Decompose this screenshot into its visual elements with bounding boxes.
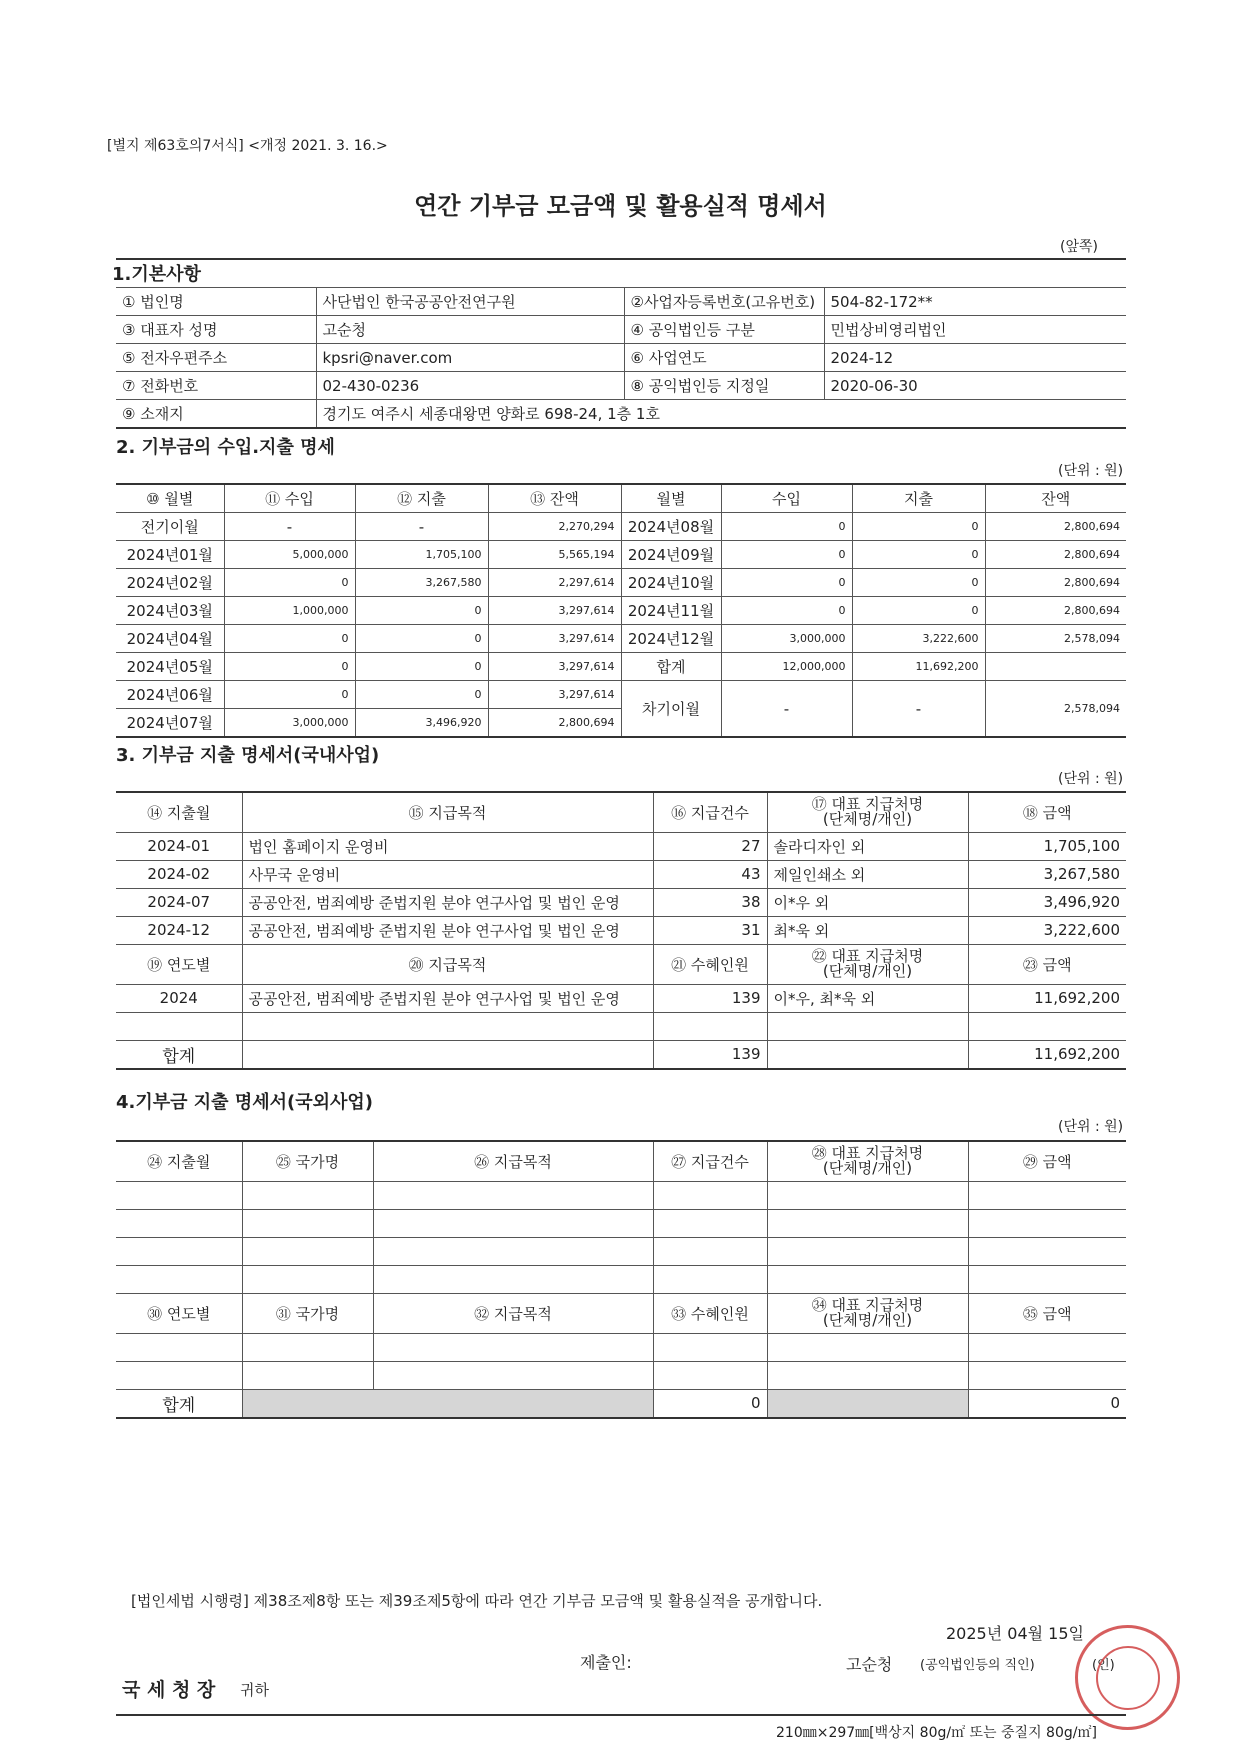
info-value: kpsri@naver.com (316, 344, 624, 372)
empty-cell (242, 1333, 373, 1361)
address-label: ⑨ 소재지 (116, 400, 316, 429)
info-value: 02-430-0236 (316, 372, 624, 400)
domestic-row (116, 888, 1126, 916)
column-header (767, 1141, 968, 1181)
paper-spec: 210㎜×297㎜[백상지 80g/㎡ 또는 중질지 80g/㎡] (776, 1725, 1097, 1741)
column-header: 수입 (721, 484, 852, 513)
column-header: ⑲ 연도별 (116, 944, 242, 984)
income-row (116, 625, 1126, 653)
footer-rule (116, 1714, 1126, 1716)
column-header: 잔액 (985, 484, 1126, 513)
info-value: 2020-06-30 (824, 372, 1126, 400)
document-title: 연간 기부금 모금액 및 활용실적 명세서 (414, 192, 827, 220)
info-label: ⑦ 전화번호 (116, 372, 316, 400)
month-cell: 2024년08월 (621, 513, 721, 541)
foreign-empty-row (116, 1181, 1126, 1209)
balance-cell: 2,800,694 (488, 709, 621, 738)
payee-header-sub: (단체명/개인) (822, 810, 913, 829)
income-cell: 0 (721, 513, 852, 541)
income-row (116, 541, 1126, 569)
expense-month: 2024-07 (116, 888, 242, 916)
income-cell: 1,000,000 (224, 597, 355, 625)
info-value: 2024-12 (824, 344, 1126, 372)
section1-top-rule (116, 258, 1126, 260)
balance-cell: 2,578,094 (985, 625, 1126, 653)
info-value: 고순청 (316, 316, 624, 344)
section2-unit: (단위 : 원) (1058, 463, 1124, 479)
empty-cell (242, 1209, 373, 1237)
section4-unit: (단위 : 원) (1058, 1119, 1124, 1135)
column-header: 지출 (852, 484, 985, 513)
section2-title: 2. 기부금의 수입.지출 명세 (116, 437, 335, 458)
payee-header-line: ㉒ 대표 지급처명 (811, 947, 924, 965)
expense-cell: 3,267,580 (355, 569, 488, 597)
expense-cell: 3,222,600 (852, 625, 985, 653)
section3-unit: (단위 : 원) (1058, 771, 1124, 787)
month-cell: 전기이월 (116, 513, 224, 541)
balance-cell: 3,297,614 (488, 681, 621, 709)
section4-title: 4.기부금 지출 명세서(국외사업) (116, 1092, 374, 1113)
payee-header-sub: (단체명/개인) (822, 1159, 913, 1178)
income-cell: 0 (721, 541, 852, 569)
column-header: ㉕ 국가명 (242, 1141, 373, 1181)
expense-amount: 3,496,920 (968, 888, 1126, 916)
income-cell: 0 (721, 597, 852, 625)
expense-count: 31 (653, 916, 767, 944)
balance-cell: 2,800,694 (985, 569, 1126, 597)
foreign-empty-row (116, 1361, 1126, 1389)
basic-info-table (116, 287, 1126, 429)
foreign-empty-row (116, 1237, 1126, 1265)
column-header: ⑪ 수입 (224, 484, 355, 513)
column-header: ㉚ 연도별 (116, 1293, 242, 1333)
expense-purpose: 공공안전, 범죄예방 준법지원 분야 연구사업 및 법인 운영 (242, 916, 653, 944)
total-amount: 11,692,200 (968, 1040, 1126, 1069)
domestic-row (116, 916, 1126, 944)
info-label: ⑥ 사업연도 (624, 344, 824, 372)
empty-cell (242, 1012, 653, 1040)
expense-cell: 0 (852, 513, 985, 541)
empty-cell (767, 1237, 968, 1265)
total-amount: 0 (968, 1389, 1126, 1418)
info-label: ⑧ 공익법인등 지정일 (624, 372, 824, 400)
expense-payee: 이*우 외 (767, 888, 968, 916)
expense-cell: - (355, 513, 488, 541)
column-header (767, 792, 968, 832)
expense-amount: 3,267,580 (968, 860, 1126, 888)
month-cell: 2024년09월 (621, 541, 721, 569)
year-beneficiaries: 139 (653, 984, 767, 1012)
expense-payee: 제일인쇄소 외 (767, 860, 968, 888)
income-header-row (116, 484, 1126, 513)
empty-cell (968, 1209, 1126, 1237)
income-cell: 3,000,000 (224, 709, 355, 738)
column-header: ⑯ 지급건수 (653, 792, 767, 832)
balance-cell: 2,800,694 (985, 513, 1126, 541)
income-cell: 0 (224, 569, 355, 597)
income-cell: 3,000,000 (721, 625, 852, 653)
payee-header-line: ㉘ 대표 지급처명 (811, 1144, 924, 1163)
empty-cell (653, 1181, 767, 1209)
foreign-empty-row (116, 1265, 1126, 1293)
expense-count: 38 (653, 888, 767, 916)
submission-date: 2025년 04월 15일 (946, 1624, 1084, 1643)
info-row (116, 372, 1126, 400)
address-row (116, 400, 1126, 429)
year-payee: 이*우, 최*욱 외 (767, 984, 968, 1012)
expense-cell: 1,705,100 (355, 541, 488, 569)
balance-cell: 3,297,614 (488, 597, 621, 625)
info-label: ③ 대표자 성명 (116, 316, 316, 344)
year-cell: 2024 (116, 984, 242, 1012)
domestic-total-row (116, 1040, 1126, 1069)
recipient: 국 세 청 장 (122, 1679, 216, 1701)
recipient-suffix: 귀하 (240, 1681, 269, 1699)
empty-cell (373, 1237, 653, 1265)
total-label: 합계 (116, 1040, 242, 1069)
disclosure-statement: [법인세법 시행령] 제38조제8항 또는 제39조제5항에 따라 연간 기부금 모금액 및 활용실적을 공개합니다. (131, 1592, 823, 1610)
expense-cell: 0 (355, 597, 488, 625)
carry-balance: 2,578,094 (985, 681, 1126, 738)
expense-cell: 3,496,920 (355, 709, 488, 738)
column-header: ㉔ 지출월 (116, 1141, 242, 1181)
column-header: ⑳ 지급목적 (242, 944, 653, 984)
empty-cell (767, 1181, 968, 1209)
empty-cell (653, 1012, 767, 1040)
carry-income: - (721, 681, 852, 738)
info-row (116, 316, 1126, 344)
foreign-empty-row (116, 1209, 1126, 1237)
income-cell: - (224, 513, 355, 541)
year-amount: 11,692,200 (968, 984, 1126, 1012)
column-header: ㉜ 지급목적 (373, 1293, 653, 1333)
empty-cell (968, 1181, 1126, 1209)
address-value: 경기도 여주시 세종대왕면 양화로 698-24, 1층 1호 (316, 400, 1126, 429)
income-cell: 12,000,000 (721, 653, 852, 681)
official-seal-inner (1096, 1646, 1160, 1710)
front-side-label: (앞쪽) (1060, 239, 1098, 255)
column-header: ㉟ 금액 (968, 1293, 1126, 1333)
expense-cell: 0 (355, 681, 488, 709)
foreign-header-row (116, 1141, 1126, 1181)
expense-cell: 0 (355, 625, 488, 653)
empty-cell (653, 1265, 767, 1293)
info-value: 504-82-172** (824, 288, 1126, 316)
submitter-name: 고순청 (846, 1655, 893, 1674)
income-cell: 0 (224, 625, 355, 653)
info-label: ④ 공익법인등 구분 (624, 316, 824, 344)
column-header: ⑩ 월별 (116, 484, 224, 513)
month-cell: 2024년03월 (116, 597, 224, 625)
expense-purpose: 사무국 운영비 (242, 860, 653, 888)
income-row (116, 681, 1126, 709)
empty-cell (968, 1265, 1126, 1293)
form-header: [별지 제63호의7서식] <개정 2021. 3. 16.> (107, 138, 388, 154)
carry-label: 차기이월 (621, 681, 721, 738)
info-row (116, 288, 1126, 316)
total-payee (767, 1040, 968, 1069)
balance-cell: 5,565,194 (488, 541, 621, 569)
column-header: 월별 (621, 484, 721, 513)
empty-cell (968, 1237, 1126, 1265)
payee-header-sub: (단체명/개인) (822, 1311, 913, 1329)
balance-cell: 2,800,694 (985, 541, 1126, 569)
month-cell: 2024년06월 (116, 681, 224, 709)
total-count: 0 (653, 1389, 767, 1418)
info-row (116, 344, 1126, 372)
expense-payee: 최*욱 외 (767, 916, 968, 944)
expense-count: 43 (653, 860, 767, 888)
empty-cell (767, 1333, 968, 1361)
empty-cell (116, 1333, 242, 1361)
income-row (116, 513, 1126, 541)
column-header: ㉝ 수혜인원 (653, 1293, 767, 1333)
balance-cell: 2,800,694 (985, 597, 1126, 625)
expense-count: 27 (653, 832, 767, 860)
section1-title: 1.기본사항 (112, 264, 201, 285)
info-value: 사단법인 한국공공안전연구원 (316, 288, 624, 316)
domestic-row (116, 860, 1126, 888)
info-label: ⑤ 전자우편주소 (116, 344, 316, 372)
submitter-label: 제출인: (580, 1653, 632, 1672)
expense-month: 2024-12 (116, 916, 242, 944)
empty-cell (373, 1209, 653, 1237)
domestic-header-row (116, 792, 1126, 832)
empty-cell (373, 1361, 653, 1389)
month-cell: 2024년02월 (116, 569, 224, 597)
expense-amount: 1,705,100 (968, 832, 1126, 860)
column-header: ㉑ 수혜인원 (653, 944, 767, 984)
empty-cell (116, 1237, 242, 1265)
expense-cell: 0 (852, 597, 985, 625)
column-header (767, 944, 968, 984)
empty-cell (373, 1265, 653, 1293)
empty-cell (116, 1012, 242, 1040)
expense-cell: 0 (355, 653, 488, 681)
total-label: 합계 (116, 1389, 242, 1418)
info-value: 민법상비영리법인 (824, 316, 1126, 344)
payee-header-sub: (단체명/개인) (822, 962, 913, 980)
domestic-year-row (116, 984, 1126, 1012)
info-label: ① 법인명 (116, 288, 316, 316)
month-cell: 2024년05월 (116, 653, 224, 681)
total-count: 139 (653, 1040, 767, 1069)
column-header: ⑭ 지출월 (116, 792, 242, 832)
month-cell: 2024년07월 (116, 709, 224, 738)
income-cell: 0 (224, 653, 355, 681)
column-header: ⑫ 지출 (355, 484, 488, 513)
empty-cell (242, 1361, 373, 1389)
expense-month: 2024-01 (116, 832, 242, 860)
seal-mark: (인) (1092, 1658, 1115, 1673)
balance-cell (985, 653, 1126, 681)
domestic-expense-table (116, 791, 1126, 1070)
income-row (116, 569, 1126, 597)
month-cell: 합계 (621, 653, 721, 681)
balance-cell: 3,297,614 (488, 625, 621, 653)
income-cell: 5,000,000 (224, 541, 355, 569)
balance-cell: 2,270,294 (488, 513, 621, 541)
year-purpose: 공공안전, 범죄예방 준법지원 분야 연구사업 및 법인 운영 (242, 984, 653, 1012)
column-header: ㉗ 지급건수 (653, 1141, 767, 1181)
balance-cell: 2,297,614 (488, 569, 621, 597)
month-cell: 2024년01월 (116, 541, 224, 569)
column-header: ⑱ 금액 (968, 792, 1126, 832)
empty-cell (767, 1265, 968, 1293)
income-row (116, 597, 1126, 625)
carry-expense: - (852, 681, 985, 738)
column-header: ㉓ 금액 (968, 944, 1126, 984)
domestic-row (116, 832, 1126, 860)
info-label: ②사업자등록번호(고유번호) (624, 288, 824, 316)
empty-cell (767, 1012, 968, 1040)
empty-cell (116, 1209, 242, 1237)
empty-cell (653, 1237, 767, 1265)
empty-cell (373, 1333, 653, 1361)
empty-cell (242, 1237, 373, 1265)
expense-purpose: 공공안전, 범죄예방 준법지원 분야 연구사업 및 법인 운영 (242, 888, 653, 916)
expense-cell: 0 (852, 541, 985, 569)
month-cell: 2024년11월 (621, 597, 721, 625)
empty-cell (116, 1361, 242, 1389)
empty-cell (242, 1181, 373, 1209)
expense-cell: 0 (852, 569, 985, 597)
foreign-total-row (116, 1389, 1126, 1418)
domestic-empty-row (116, 1012, 1126, 1040)
income-cell: 0 (721, 569, 852, 597)
expense-amount: 3,222,600 (968, 916, 1126, 944)
domestic-header-row (116, 944, 1126, 984)
empty-cell (242, 1265, 373, 1293)
total-purpose (242, 1040, 653, 1069)
column-header: ㉛ 국가명 (242, 1293, 373, 1333)
balance-cell: 3,297,614 (488, 653, 621, 681)
payee-header-line: ⑰ 대표 지급처명 (811, 795, 924, 814)
column-header (767, 1293, 968, 1333)
foreign-empty-row (116, 1333, 1126, 1361)
empty-cell (653, 1333, 767, 1361)
payee-header-line: ㉞ 대표 지급처명 (811, 1296, 924, 1314)
empty-cell (968, 1333, 1126, 1361)
seal-note: (공익법인등의 직인) (920, 1658, 1035, 1673)
expense-payee: 솔라디자인 외 (767, 832, 968, 860)
empty-cell (116, 1181, 242, 1209)
foreign-header-row (116, 1293, 1126, 1333)
empty-cell (653, 1361, 767, 1389)
empty-cell (968, 1012, 1126, 1040)
total-country (242, 1389, 653, 1418)
empty-cell (767, 1361, 968, 1389)
expense-month: 2024-02 (116, 860, 242, 888)
expense-cell: 11,692,200 (852, 653, 985, 681)
column-header: ⑮ 지급목적 (242, 792, 653, 832)
foreign-expense-table (116, 1140, 1126, 1419)
empty-cell (767, 1209, 968, 1237)
column-header: ㉖ 지급목적 (373, 1141, 653, 1181)
month-cell: 2024년12월 (621, 625, 721, 653)
empty-cell (373, 1181, 653, 1209)
column-header: ⑬ 잔액 (488, 484, 621, 513)
month-cell: 2024년10월 (621, 569, 721, 597)
expense-purpose: 법인 홈페이지 운영비 (242, 832, 653, 860)
total-payee (767, 1389, 968, 1418)
empty-cell (968, 1361, 1126, 1389)
section3-title: 3. 기부금 지출 명세서(국내사업) (116, 745, 380, 766)
income-expense-table (116, 483, 1126, 738)
empty-cell (653, 1209, 767, 1237)
empty-cell (116, 1265, 242, 1293)
month-cell: 2024년04월 (116, 625, 224, 653)
income-row (116, 653, 1126, 681)
income-cell: 0 (224, 681, 355, 709)
column-header: ㉙ 금액 (968, 1141, 1126, 1181)
